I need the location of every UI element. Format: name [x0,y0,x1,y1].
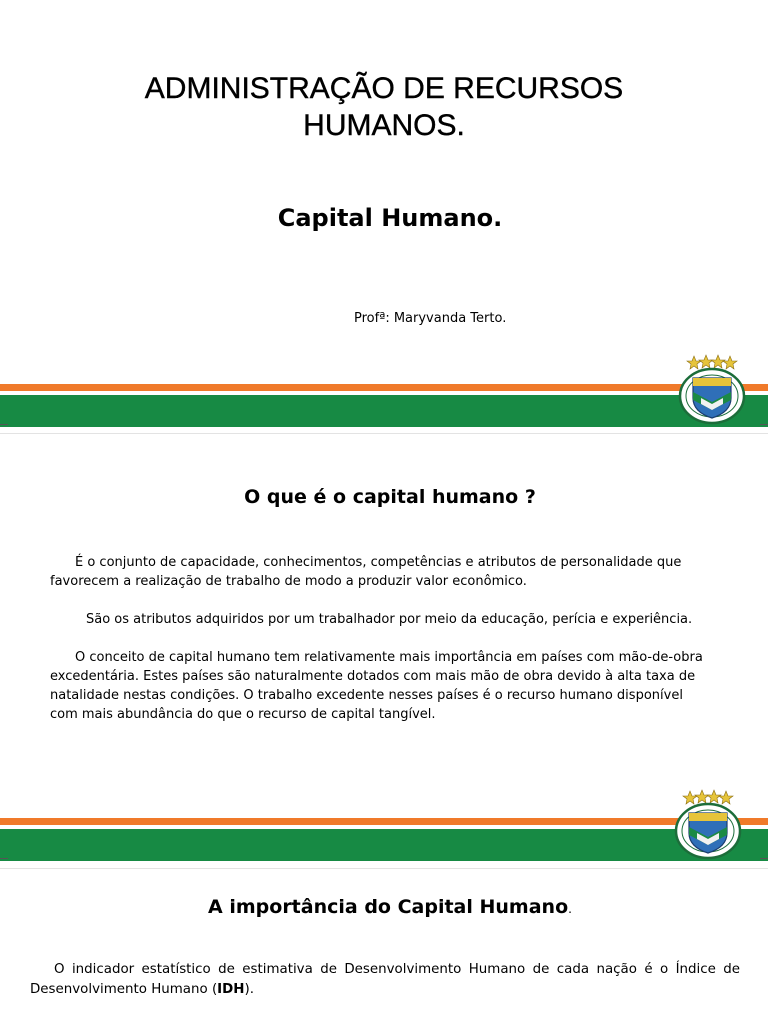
slide-heading-dot: . [568,902,572,916]
slide-body [50,553,710,724]
slide-heading [0,896,768,918]
professor-name: Profª: Maryvanda Terto. [354,311,507,326]
institution-crest-icon [673,787,743,861]
title-line-1: ADMINISTRAÇÃO DE RECURSOS [144,72,624,105]
presentation-title [0,70,768,144]
footer-green-band [0,395,768,427]
paragraph-3: O conceito de capital humano tem relativamente mais importância em países com mão-de-obra excedentária. Estes países são naturalmente dotados com mais mão de obra devido à alta taxa de natalidade nestas condições. O trabalho excedente nesses países é o recurso humano disponível com mais abundância do que o recurso de capital tangível. [50,650,703,722]
title-line-2: HUMANOS. [303,109,465,142]
slide-separator [0,433,768,434]
slide-heading: O que é o capital humano ? [244,486,536,508]
slide-importance [0,870,768,1024]
corner-mark [760,858,768,867]
slide-body [30,960,740,1000]
slide-heading-text: A importância do Capital Humano [208,896,569,918]
corner-mark [0,424,8,433]
paragraph-2: São os atributos adquiridos por um trabalhador por meio da educação, perícia e experiência. [86,612,693,627]
paragraph-1-text: O indicador estatístico de estimativa de Desenvolvimento Humano de cada nação é o Índice de Desenvolvimento Humano ( [30,962,740,997]
footer-orange-stripe [0,818,768,825]
paragraph-1-bold: IDH [217,982,245,997]
slide-separator [0,868,768,869]
corner-mark [0,858,8,867]
institution-crest-icon [677,352,747,426]
paragraph-1-end: ). [244,982,254,997]
slide-title [0,0,768,432]
footer-orange-stripe [0,384,768,391]
paragraph-1: É o conjunto de capacidade, conhecimentos, competências e atributos de personalidade que favorecem a realização de trabalho de modo a produzir valor econômico. [50,555,682,589]
slide-definition [0,435,768,867]
corner-mark [760,424,768,433]
presentation-subtitle: Capital Humano. [277,204,503,232]
footer-green-band [0,829,768,861]
